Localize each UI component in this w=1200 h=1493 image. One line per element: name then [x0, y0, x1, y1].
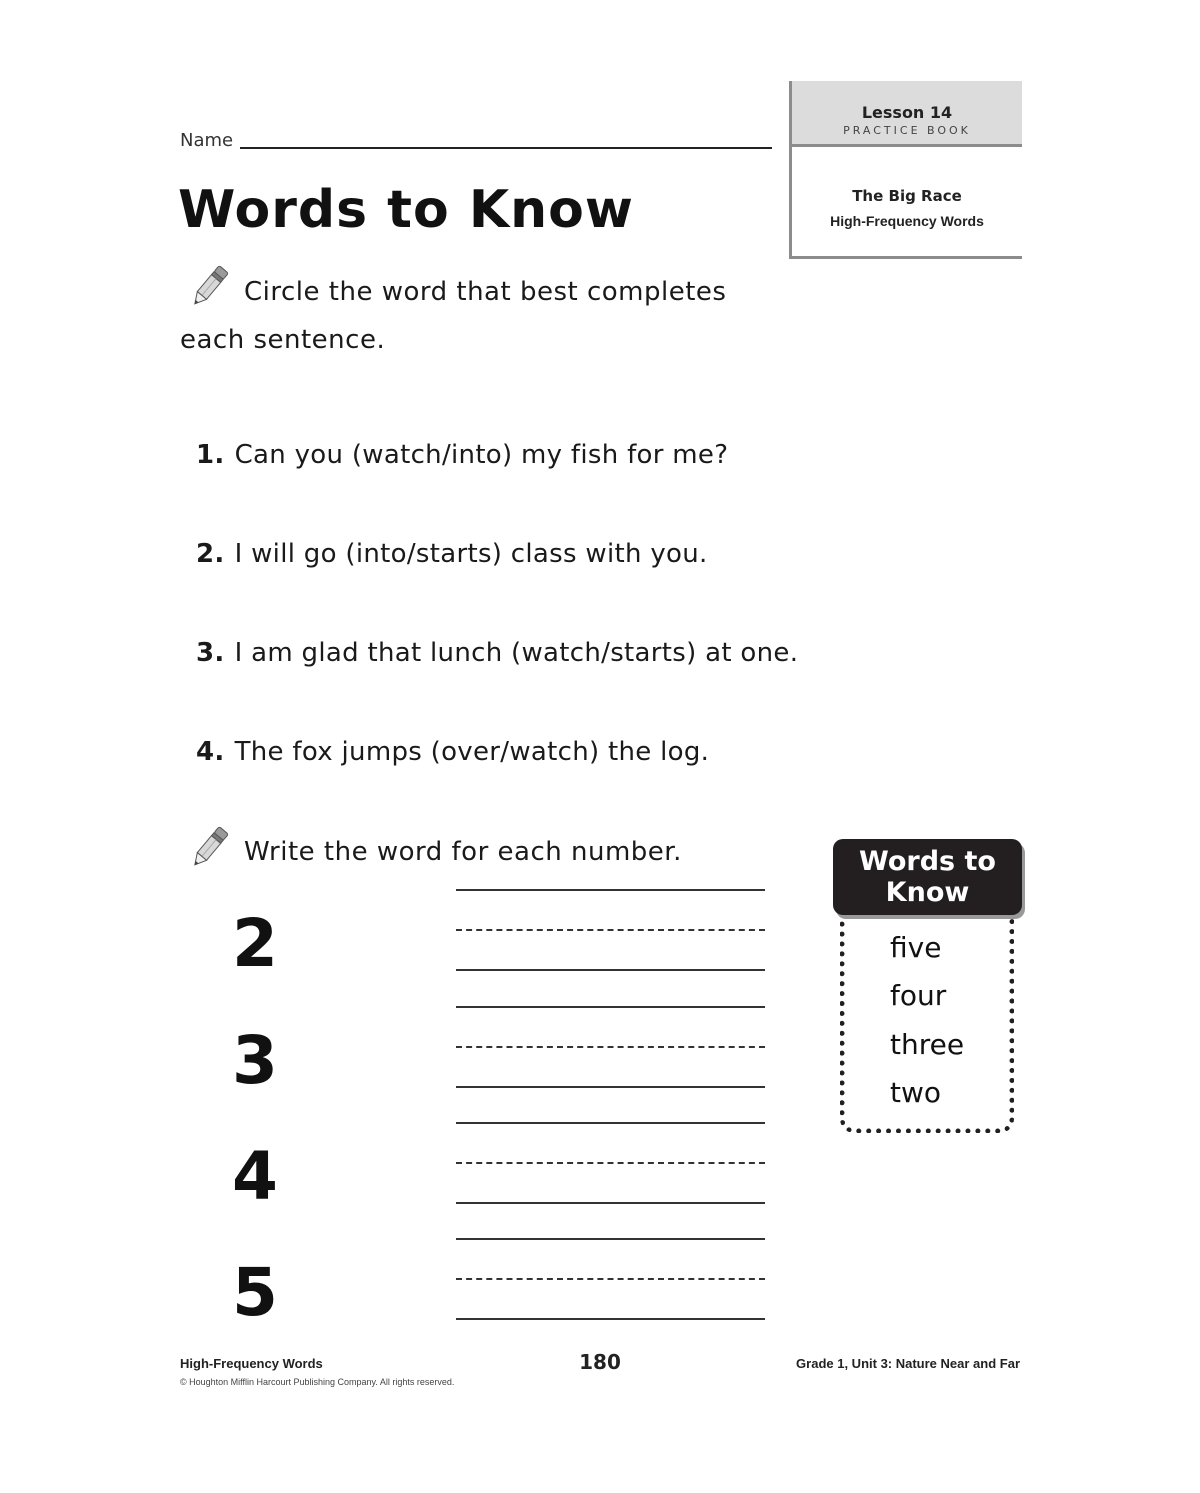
numeral-5: 5 — [232, 1254, 278, 1331]
word-box-list — [840, 913, 1014, 1133]
word-item: four — [890, 979, 947, 1012]
sentence-2 — [196, 539, 708, 569]
sentence-number: 2. — [196, 539, 225, 569]
numeral-3: 3 — [232, 1022, 278, 1099]
skill-label: High-Frequency Words — [830, 213, 984, 229]
sentence-text: I will go (into/starts) class with you. — [234, 539, 708, 569]
word-box-header — [833, 839, 1022, 915]
sentence-4 — [196, 737, 709, 767]
instruction-circle: Circle the word that best completes each sentence. — [180, 277, 727, 355]
numeral-4: 4 — [232, 1138, 278, 1215]
page-title: Words to Know — [178, 180, 634, 240]
sentence-1 — [196, 440, 728, 470]
word-item: two — [890, 1076, 942, 1109]
word-item: five — [890, 931, 942, 964]
numeral-2: 2 — [232, 905, 278, 982]
writing-lines-4[interactable] — [456, 1122, 765, 1222]
word-box-title: Words to Know — [859, 846, 996, 908]
footer-copyright: © Houghton Mifflin Harcourt Publishing Company. All rights reserved. — [180, 1377, 455, 1387]
lesson-header — [792, 81, 1022, 147]
lesson-number: Lesson 14 — [861, 103, 953, 122]
sentence-3 — [196, 638, 798, 668]
sentence-number: 1. — [196, 440, 225, 470]
footer-unit: Grade 1, Unit 3: Nature Near and Far — [796, 1356, 1020, 1371]
practice-book-label: PRACTICE BOOK — [843, 124, 971, 137]
word-item: three — [890, 1028, 965, 1061]
writing-lines-5[interactable] — [456, 1238, 765, 1338]
page-number: 180 — [579, 1350, 621, 1374]
pencil-icon — [184, 823, 234, 873]
instruction-write: Write the word for each number. — [244, 837, 682, 867]
sentence-number: 4. — [196, 737, 225, 767]
footer-skill: High-Frequency Words — [180, 1356, 323, 1371]
writing-lines-2[interactable] — [456, 889, 765, 989]
sentence-text: The fox jumps (over/watch) the log. — [234, 737, 710, 767]
writing-lines-3[interactable] — [456, 1006, 765, 1106]
name-label: Name — [180, 130, 234, 151]
sentence-text: I am glad that lunch (watch/starts) at one. — [234, 638, 799, 668]
sentence-text: Can you (watch/into) my fish for me? — [234, 440, 729, 470]
story-title: The Big Race — [852, 187, 962, 205]
lesson-box — [789, 81, 1022, 259]
name-field[interactable] — [240, 147, 772, 149]
sentence-number: 3. — [196, 638, 225, 668]
